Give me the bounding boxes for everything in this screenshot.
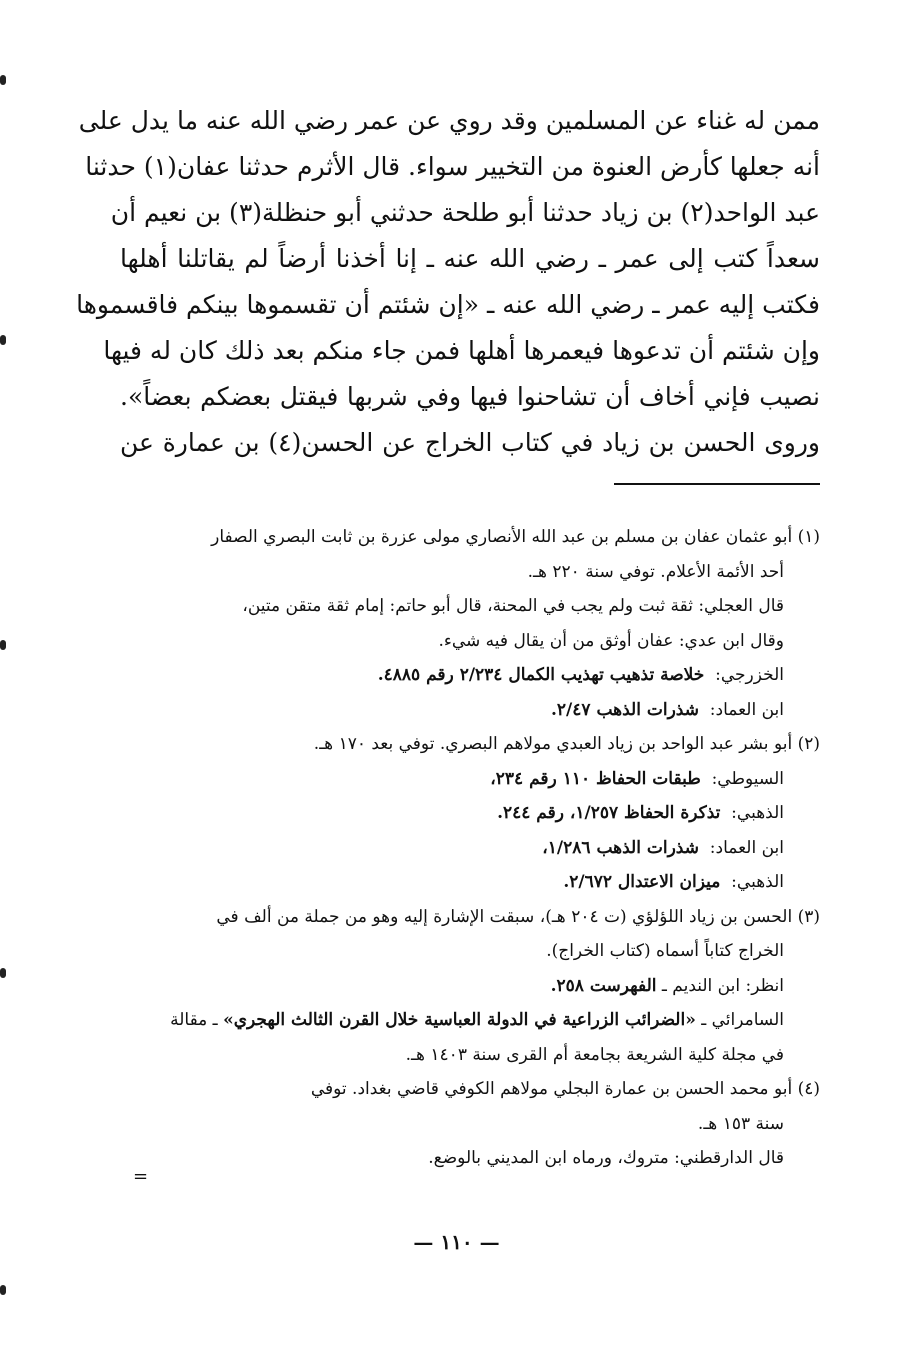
body-line: وروى الحسن بن زياد في كتاب الخراج عن الحسن(٤) بن عمارة عن [120,428,820,457]
scan-edge-mark [0,335,6,345]
scan-edge-mark [0,1285,6,1295]
footnotes [120,520,820,1176]
footnote-2-reference [120,831,820,866]
reference-author: الذهبي: [731,872,784,892]
footnote-1-line: وقال ابن عدي: عفان أوثق من أن يقال فيه شيء. [438,630,784,651]
scan-edge-mark [0,968,6,978]
body-line: أنه جعلها كأرض العنوة من التخيير سواء. قال الأثرم حدثنا عفان(١) حدثنا [85,152,820,181]
footnote-1-reference [120,658,820,693]
reference-author: السيوطي: [711,768,784,789]
reference-title: تذكرة الحفاظ ١/٢٥٧، رقم ٢٤٤. [497,803,721,823]
footnote-4-line: قال الدارقطني: متروك، ورماه ابن المديني بالوضع. [428,1148,784,1168]
body-line: فكتب إليه عمر ـ رضي الله عنه ـ «إن شئتم أن تقسموها بينكم فاقسموها [76,290,820,319]
footnote-1-line: قال العجلي: ثقة ثبت ولم يجب في المحنة، قال أبو حاتم: إمام ثقة متقن متين، [242,596,784,616]
footnote-2-reference [120,762,820,797]
body-line: نصيب فإني أخاف أن تشاحنوا فيها وفي شربها فيقتل بعضكم بعضاً». [120,382,820,411]
footnote-3-line: في مجلة كلية الشريعة بجامعة أم القرى سنة ١٤٠٣ هـ. [405,1044,784,1065]
footnote-1-reference [120,693,820,728]
scan-edge-mark [0,75,6,85]
reference-title: شذرات الذهب ٢/٤٧. [551,699,699,720]
body-line: عبد الواحد(٢) بن زياد حدثنا أبو طلحة حدثني أبو حنظلة(٣) بن نعيم أن [110,198,820,227]
body-line: ممن له غناء عن المسلمين وقد روي عن عمر رضي الله عنه ما يدل على [78,106,820,135]
reference-author: ابن العماد: [709,699,784,720]
footnote-3-reference [120,969,820,1004]
footnote-1-line: (١) أبو عثمان عفان بن مسلم بن عبد الله الأنصاري مولى عزرة بن ثابت البصري الصفار [211,527,820,547]
footnote-3-line: الخراج كتاباً أسماه (كتاب الخراج). [546,941,784,961]
reference-title: شذرات الذهب ١/٢٨٦، [542,837,699,858]
reference-title: خلاصة تذهيب تهذيب الكمال ٢/٢٣٤ رقم ٤٨٨٥. [377,665,705,685]
footnote-3-line: (٣) الحسن بن زياد اللؤلؤي (ت ٢٠٤ هـ)، سبقت الإشارة إليه وهو من جملة من ألف في [216,906,820,927]
reference-title: طبقات الحفاظ ١١٠ رقم ٢٣٤، [490,768,701,789]
footnote-2-line: (٢) أبو بشر عبد الواحد بن زياد العبدي مولاهم البصري. توفي بعد ١٧٠ هـ. [313,734,820,754]
footnote-4-line: (٤) أبو محمد الحسن بن عمارة البجلي مولاهم الكوفي قاضي بغداد. توفي [310,1079,820,1099]
body-line: وإن شئتم أن تدعوها فيعمرها أهلها فمن جاء منكم بعد ذلك كان له فيها [103,336,820,365]
reference-suffix: ـ مقالة [170,1010,218,1030]
main-text [76,98,820,466]
footnote-4-line: سنة ١٥٣ هـ. [697,1113,784,1134]
continuation-mark: = [133,1166,149,1187]
body-line: سعداً كتب إلى عمر ـ رضي الله عنه ـ إنا أخذنا أرضاً لم يقاتلنا أهلها [120,244,820,273]
reference-title: الفهرست ٢٥٨. [550,975,657,996]
reference-author: الذهبي: [731,803,784,823]
footnote-2-reference [120,796,820,831]
footnote-2-reference [120,865,820,900]
footnote-3-reference [120,1003,820,1038]
reference-title: «الضرائب الزراعية في الدولة العباسية خلال القرن الثالث الهجري» [223,1010,696,1030]
scan-edge-mark [0,640,6,650]
reference-author: الخزرجي: [715,665,784,685]
reference-title: ميزان الاعتدال ٢/٦٧٢. [563,872,721,892]
reference-author: السامرائي ـ [701,1010,784,1030]
reference-author: انظر: ابن النديم ـ [661,975,784,996]
page-number: — ١١٠ — [413,1230,500,1254]
reference-author: ابن العماد: [709,837,784,858]
footnote-1-line: أحد الأئمة الأعلام. توفي سنة ٢٢٠ هـ. [527,561,784,582]
footnote-separator [614,483,820,485]
